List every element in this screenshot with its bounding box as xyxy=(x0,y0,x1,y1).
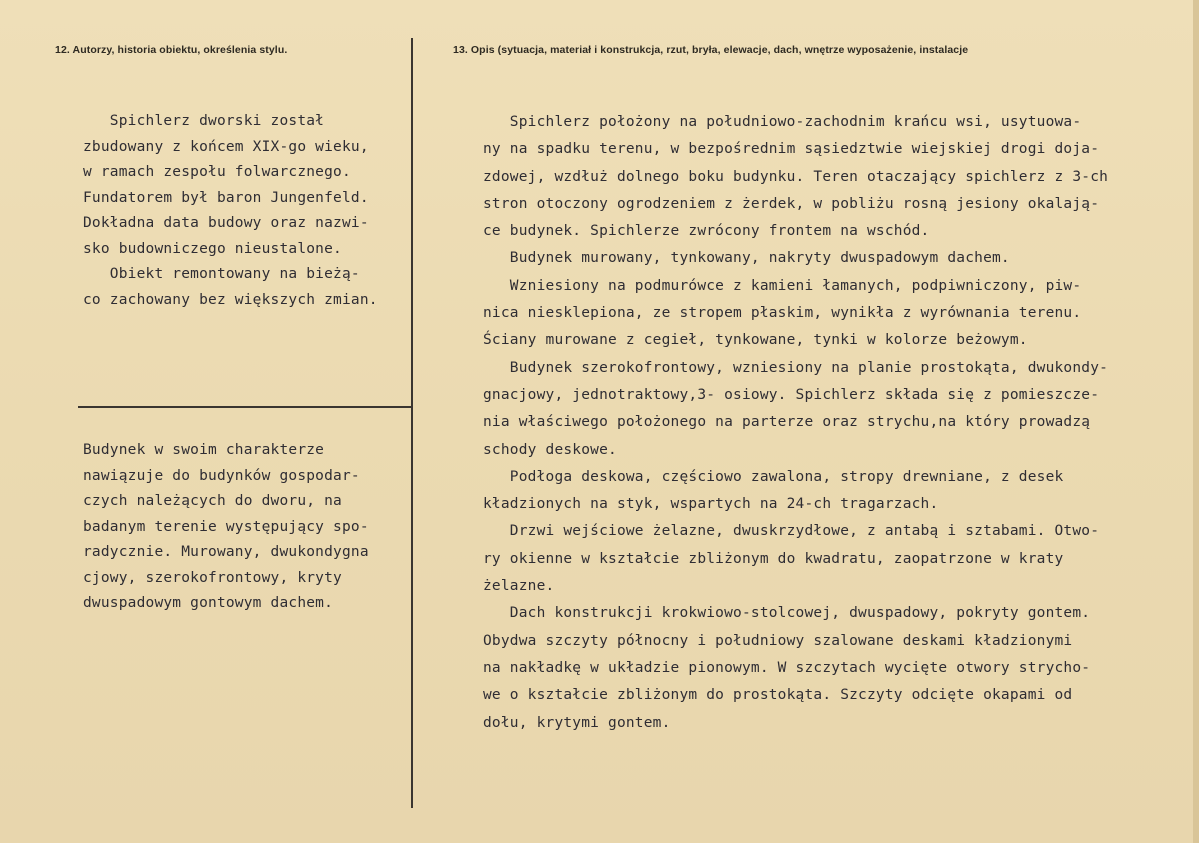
text-line: Obiekt remontowany na bieżą- xyxy=(83,266,360,282)
text-line: Drzwi wejściowe żelazne, dwuskrzydłowe, z antabą i sztabami. Otwo- xyxy=(483,523,1100,540)
page-edge xyxy=(1193,0,1199,843)
text-line: Spichlerz dworski został xyxy=(83,113,325,129)
text-line: ry okienne w kształcie zbliżonym do kwadratu, zaopatrzone w kraty xyxy=(483,550,1064,567)
text-line: nica niesklepiona, ze stropem płaskim, wynikła z wyrównania terenu. xyxy=(483,305,1082,322)
text-line: dwuspadowym gontowym dachem. xyxy=(83,595,334,611)
section-divider xyxy=(78,406,413,408)
authors-history-text xyxy=(83,109,378,313)
text-line: co zachowany bez większych zmian. xyxy=(83,291,378,308)
text-line: zbudowany z końcem XIX-go wieku, xyxy=(83,138,369,155)
text-line: Obydwa szczyty północny i południowy szalowane deskami kładzionymi xyxy=(483,632,1073,649)
style-character-text xyxy=(83,438,369,617)
text-line: zdowej, wzdłuż dolnego boku budynku. Teren otaczający spichlerz z 3-ch xyxy=(483,168,1109,185)
text-line: Fundatorem był baron Jungenfeld. xyxy=(83,189,369,206)
text-line: ce budynek. Spichlerze zwrócony frontem na wschód. xyxy=(483,223,930,240)
text-line: kładzionych na styk, wspartych na 24-ch tragarzach. xyxy=(483,496,939,513)
column-divider xyxy=(411,38,413,808)
text-line: schody deskowe. xyxy=(483,441,617,458)
section-12-heading: 12. Autorzy, historia obiektu, określenia stylu. xyxy=(55,44,288,56)
text-line: cjowy, szerokofrontowy, kryty xyxy=(83,569,342,586)
text-line: gnacjowy, jednotraktowy,3- osiowy. Spichlerz składa się z pomieszcze- xyxy=(483,386,1100,403)
text-line: Ściany murowane z cegieł, tynkowane, tynki w kolorze beżowym. xyxy=(483,332,1028,349)
description-text xyxy=(483,109,1108,737)
text-line: Wzniesiony na podmurówce z kamieni łamanych, podpiwniczony, piw- xyxy=(483,277,1082,294)
text-line: ny na spadku terenu, w bezpośrednim sąsiedztwie wiejskiej drogi doja- xyxy=(483,141,1100,158)
text-line: w ramach zespołu folwarcznego. xyxy=(83,164,351,180)
text-line: stron otoczony ogrodzeniem z żerdek, w pobliżu rosną jesiony okalają- xyxy=(483,195,1100,212)
text-line: Podłoga deskowa, częściowo zawalona, stropy drewniane, z desek xyxy=(483,468,1064,485)
text-line: na nakładkę w układzie pionowym. W szczytach wycięte otwory strycho- xyxy=(483,659,1091,676)
text-line: Spichlerz położony na południowo-zachodnim krańcu wsi, usytuowa- xyxy=(483,114,1082,130)
text-line: Budynek murowany, tynkowany, nakryty dwuspadowym dachem. xyxy=(483,250,1010,267)
section-13-heading: 13. Opis (sytuacja, materiał i konstrukcja, rzut, bryła, elewacje, dach, wnętrze wyposażenie, instalacje xyxy=(453,44,969,56)
text-line: czych należących do dworu, na xyxy=(83,493,342,509)
text-line: żelazne. xyxy=(483,578,555,595)
text-line: nawiązuje do budynków gospodar- xyxy=(83,467,360,484)
text-line: we o kształcie zbliżonym do prostokąta. Szczyty odcięte okapami od xyxy=(483,687,1073,704)
text-line: Dach konstrukcji krokwiowo-stolcowej, dwuspadowy, pokryty gontem. xyxy=(483,605,1091,622)
text-line: sko budowniczego nieustalone. xyxy=(83,240,342,257)
text-line: Budynek w swoim charakterze xyxy=(83,442,325,458)
text-line: nia właściwego położonego na parterze oraz strychu,na który prowadzą xyxy=(483,414,1091,431)
text-line: Dokładna data budowy oraz nazwi- xyxy=(83,215,369,231)
text-line: Budynek szerokofrontowy, wzniesiony na planie prostokąta, dwukondy- xyxy=(483,359,1109,376)
text-line: badanym terenie występujący spo- xyxy=(83,518,369,535)
text-line: radycznie. Murowany, dwukondygna xyxy=(83,544,369,560)
text-line: dołu, krytymi gontem. xyxy=(483,714,671,731)
